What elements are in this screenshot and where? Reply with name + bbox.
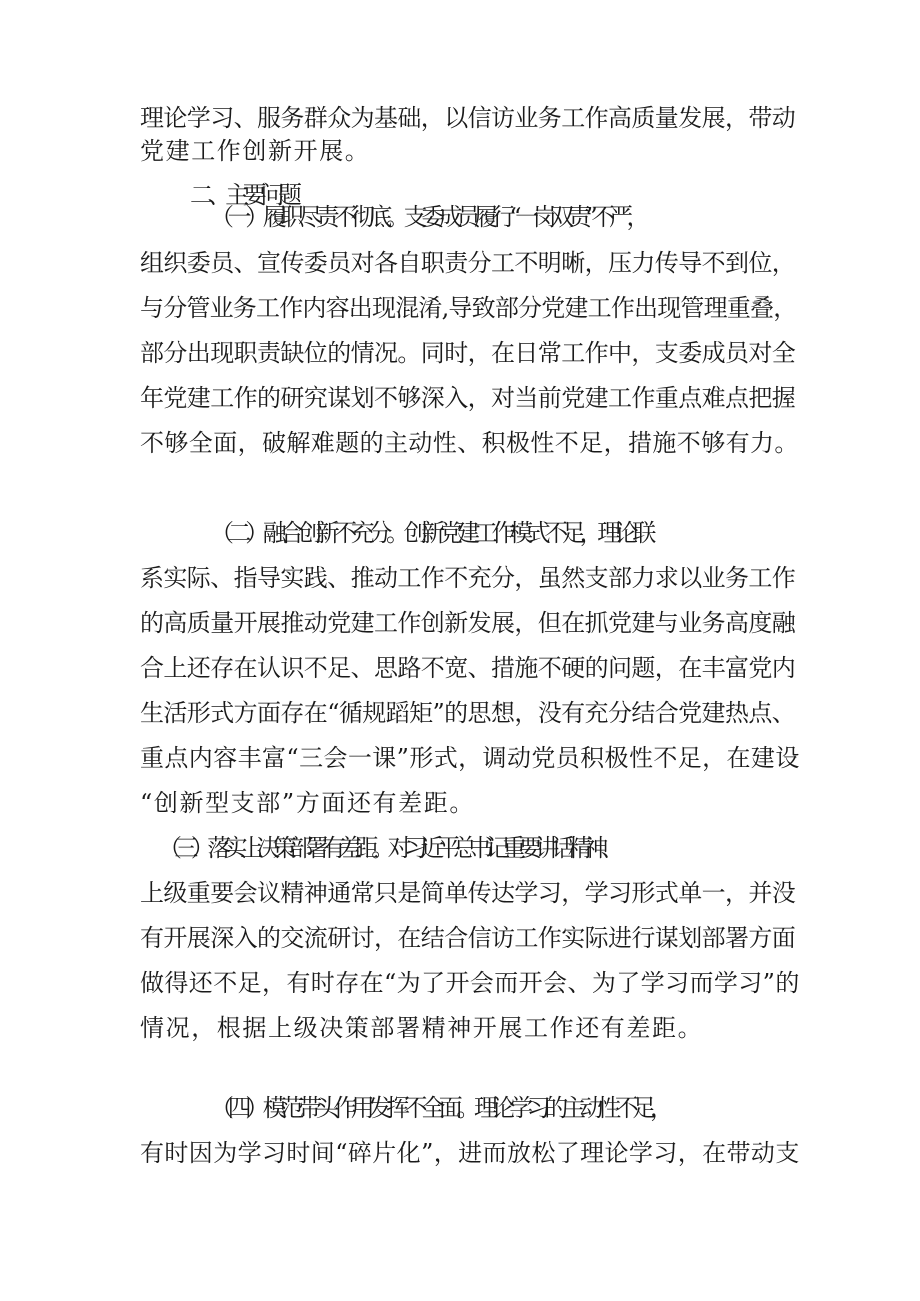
text-line: （二）融合创新不充分。创新党建工作模式不足，理论联 [210, 519, 650, 547]
text-line: 上级重要会议精神通常只是简单传达学习，学习形式单一，并没 [140, 879, 796, 907]
text-line: 不够全面，破解难题的主动性、积极性不足，措施不够有力。 [140, 429, 799, 457]
text-line: 党建工作创新开展。 [140, 137, 371, 165]
text-line: 做得还不足，有时存在“为了开会而开会、为了学习而学习”的 [140, 969, 800, 997]
text-line: （四）模范带头作用发挥不全面。理论学习的主动性不足， [210, 1094, 668, 1122]
section-heading: 二、主要问题 [190, 181, 296, 209]
text-line: 有时因为学习时间“碎片化”，进而放松了理论学习，在带动支 [140, 1139, 800, 1167]
text-line: （三）落实上决策部署有差距。对习近平总书记重要讲话精神、 [158, 834, 618, 862]
text-line: 重点内容丰富“三会一课”形式，调动党员积极性不足，在建设 [140, 744, 800, 772]
text-line: 情况，根据上级决策部署精神开展工作还有差距。 [140, 1014, 704, 1042]
text-line: 生活形式方面存在“循规蹈矩”的思想，没有充分结合党建热点、 [140, 699, 796, 727]
text-line: 合上还存在认识不足、思路不宽、措施不硬的问题，在丰富党内 [140, 654, 796, 682]
text-line: 有开展深入的交流研讨，在结合信访工作实际进行谋划部署方面 [140, 924, 796, 952]
text-line: “创新型支部”方面还有差距。 [140, 789, 475, 817]
text-line: 理论学习、服务群众为基础，以信访业务工作高质量发展，带动 [140, 104, 796, 132]
text-line: 组织委员、宣传委员对各自职责分工不明晰，压力传导不到位， [140, 249, 796, 277]
text-line: 年党建工作的研究谋划不够深入，对当前党建工作重点难点把握 [140, 384, 796, 412]
text-line: 部分出现职责缺位的情况。同时，在日常工作中，支委成员对全 [140, 339, 796, 367]
text-line: （一）履职尽责不彻底。支委成员履行“一岗双责”不严， [210, 203, 645, 231]
text-line: 与分管业务工作内容出现混淆,导致部分党建工作出现管理重叠， [140, 294, 797, 322]
text-line: 系实际、指导实践、推动工作不充分，虽然支部力求以业务工作 [140, 564, 796, 592]
text-line: 的高质量开展推动党建工作创新发展，但在抓党建与业务高度融 [140, 609, 796, 637]
